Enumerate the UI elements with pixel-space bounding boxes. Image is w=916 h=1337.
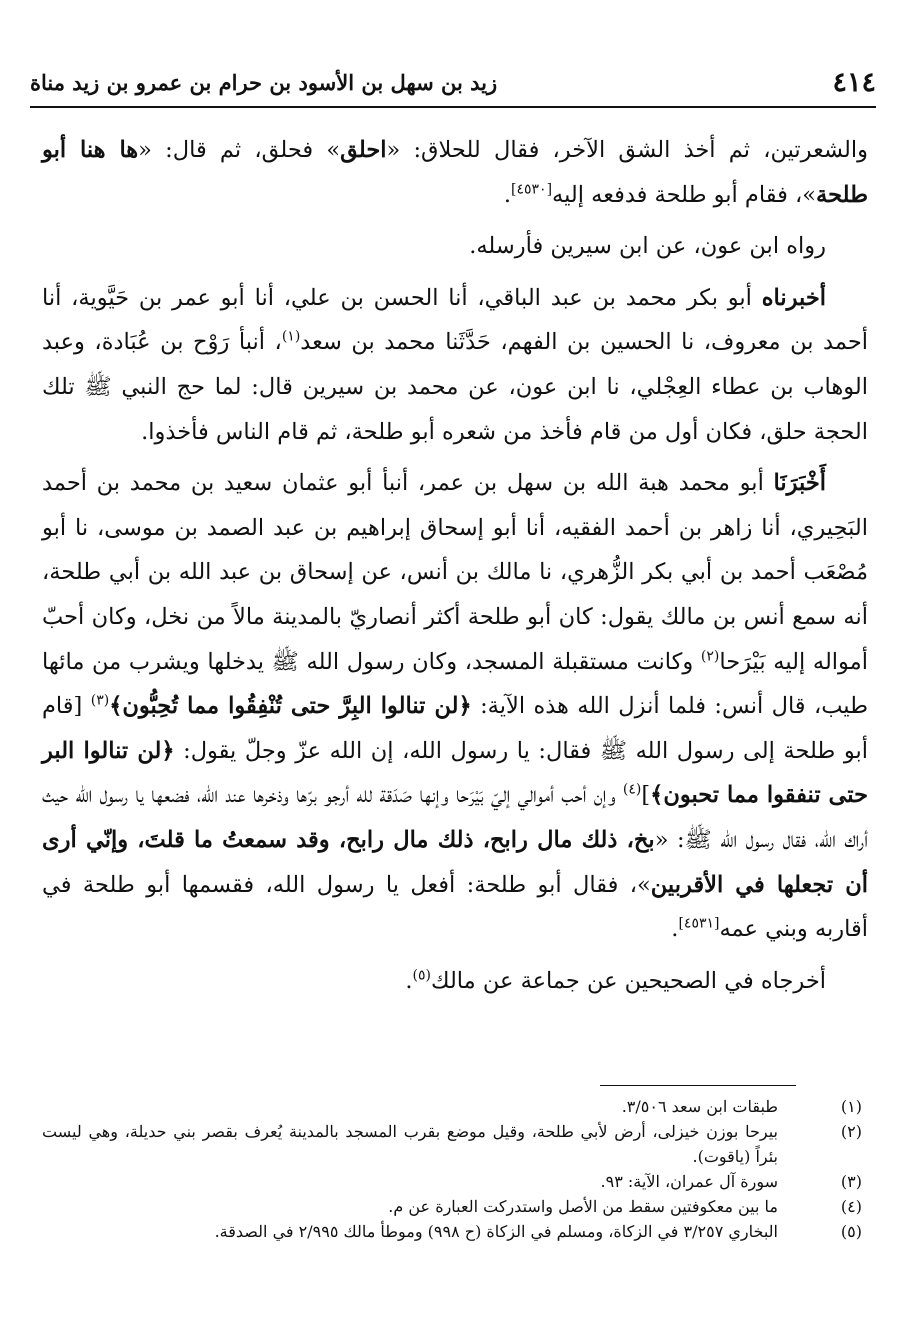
- footnote-item: [42, 1094, 862, 1119]
- page-header: [30, 62, 876, 102]
- bold-text: ﴿لن تنالوا البِرَّ حتى تُنْفِقُوا مما تُحِبُّون﴾: [109, 693, 472, 720]
- bold-text: بخ، ذلك مال رابح، ذلك مال رابح، وقد سمعتُ ما قلتَ، وإنّي أرى أن تجعلها في الأقربين: [42, 826, 868, 898]
- footnote-item: [42, 1194, 862, 1219]
- footnote-number: (٣): [840, 1172, 862, 1191]
- footnote-number: (٤): [840, 1197, 862, 1216]
- text-run: ، أنبأ رَوْح بن عُبَادة، وعبد الوهاب بن عطاء العِجْلي، نا ابن عون، عن محمد بن سيرين قال: لما حج النبي ﷺ تلك الحجة حلق، فكان أول من قام فأخذ من شعره أبو طلحة، ثم قام الناس فأخذوا.: [42, 329, 868, 445]
- footnote-text: سورة آل عمران، الآية: ٩٣.: [600, 1172, 778, 1191]
- text-run: »، فقام أبو طلحة فدفعه إليه: [552, 181, 817, 208]
- paragraph: [42, 276, 868, 454]
- running-title: زيد بن سهل بن الأسود بن حرام بن عمرو بن زيد مناة: [30, 69, 498, 95]
- text-run: وإن أحب أموالي إليّ بَيْرَحا وإنها صَدَقة لله أرجو برّها وذخرها عند الله، فضعها يا رسول الله حيث أراك الله، فقال رسول الله ﷺ: «: [42, 782, 868, 853]
- footnote-reference: (٢): [700, 648, 720, 665]
- text-run: [قام أبو طلحة إلى رسول الله ﷺ فقال: يا رسول الله، إن الله عزّ وجلّ يقول:: [42, 693, 868, 764]
- paragraph: [42, 128, 868, 217]
- bold-text: احلق: [340, 137, 387, 163]
- bold-text: ها هنا أبو طلحة: [42, 137, 868, 208]
- footnotes: [42, 1094, 862, 1244]
- footnote-reference: (٤): [622, 781, 642, 798]
- text-run: وكانت مستقبلة المسجد، وكان رسول الله ﷺ يدخلها ويشرب من مائها طيب، قال أنس: فلما أنزل الله هذه الآية:: [42, 648, 868, 720]
- footnote-item: [42, 1119, 862, 1169]
- footnote-item: [42, 1219, 862, 1244]
- text-run: رواه ابن عون، عن ابن سيرين فأرسله.: [469, 233, 826, 260]
- footnote-text: البخاري ٣/٢٥٧ في الزكاة، ومسلم في الزكاة (ح ٩٩٨) وموطأ مالك ٢/٩٩٥ في الصدقة.: [214, 1222, 778, 1241]
- text-run: ]: [641, 782, 651, 809]
- paragraph: [42, 959, 868, 1004]
- bold-text: أَخْبَرَنَا: [773, 470, 826, 497]
- footnote-reference: [٤٥٣٠]: [511, 181, 553, 198]
- footnote-reference: (١): [281, 328, 301, 345]
- main-text: [42, 128, 868, 1010]
- text-run: والشعرتين، ثم أخذ الشق الآخر، فقال للحلاق: «: [386, 137, 868, 163]
- text-run: » فحلق، ثم قال: «: [138, 137, 341, 163]
- footnote-reference: [٤٥٣١]: [678, 915, 720, 932]
- text-run: .: [671, 916, 679, 943]
- footnote-text: بيرحا بوزن خيزلى، أرض لأبي طلحة، وقيل موضع بقرب المسجد بالمدينة يُعرف بقصر بني حديلة، وهي ليست بئراً (ياقوت).: [42, 1122, 778, 1166]
- header-rule: [30, 106, 876, 108]
- footnote-reference: (٣): [90, 692, 110, 709]
- footnote-text: ما بين معكوفتين سقط من الأصل واستدركت العبارة عن م.: [388, 1197, 778, 1216]
- footnote-text: طبقات ابن سعد ٣/٥٠٦.: [621, 1097, 778, 1116]
- footnote-number: (٢): [840, 1122, 862, 1141]
- footnote-separator: [600, 1085, 796, 1086]
- text-run: .: [405, 967, 413, 994]
- bold-text: ﴿لن تنالوا البر حتى تنفقوا مما تحبون﴾: [42, 737, 868, 809]
- text-run: .: [503, 181, 512, 208]
- footnote-reference: (٥): [412, 967, 431, 984]
- text-run: أبو بكر محمد بن عبد الباقي، أنا الحسن بن علي، أنا أبو عمر بن حَيَّوية، أنا أحمد بن معروف، نا الحسين بن الفهم، حَدَّثَنا محمد بن سعد: [42, 284, 868, 356]
- text-run: »، فقال أبو طلحة: أفعل يا رسول الله، فقسمها أبو طلحة في أقاربه وبني عمه: [42, 871, 868, 943]
- paragraph: [42, 461, 868, 952]
- footnote-number: (٥): [840, 1222, 862, 1241]
- footnote-number: (١): [840, 1097, 862, 1116]
- footnote-item: [42, 1169, 862, 1194]
- paragraph: [42, 224, 868, 269]
- bold-text: أخبرناه: [761, 284, 826, 311]
- text-run: أخرجاه في الصحيحين عن جماعة عن مالك: [430, 967, 826, 994]
- text-run: أبو محمد هبة الله بن سهل بن عمر، أنبأ أبو عثمان سعيد بن محمد بن أحمد البَحِيري، أنا زاهر بن أحمد الفقيه، أنا أبو إسحاق إبراهيم بن عبد الصمد بن موسى، نا أبو مُصْعَب أحمد بن أبي بكر الزُّهري، نا مالك بن أنس، عن إسحاق بن عبد الله بن أبي طلحة، أنه سمع أنس بن مالك يقول: كان أبو طلحة أكثر أنصاريّ بالمدينة مالاً من نخل، وكان أحبّ أمواله إليه بَيْرَحا: [42, 470, 868, 675]
- page-number: ٤١٤: [832, 66, 876, 98]
